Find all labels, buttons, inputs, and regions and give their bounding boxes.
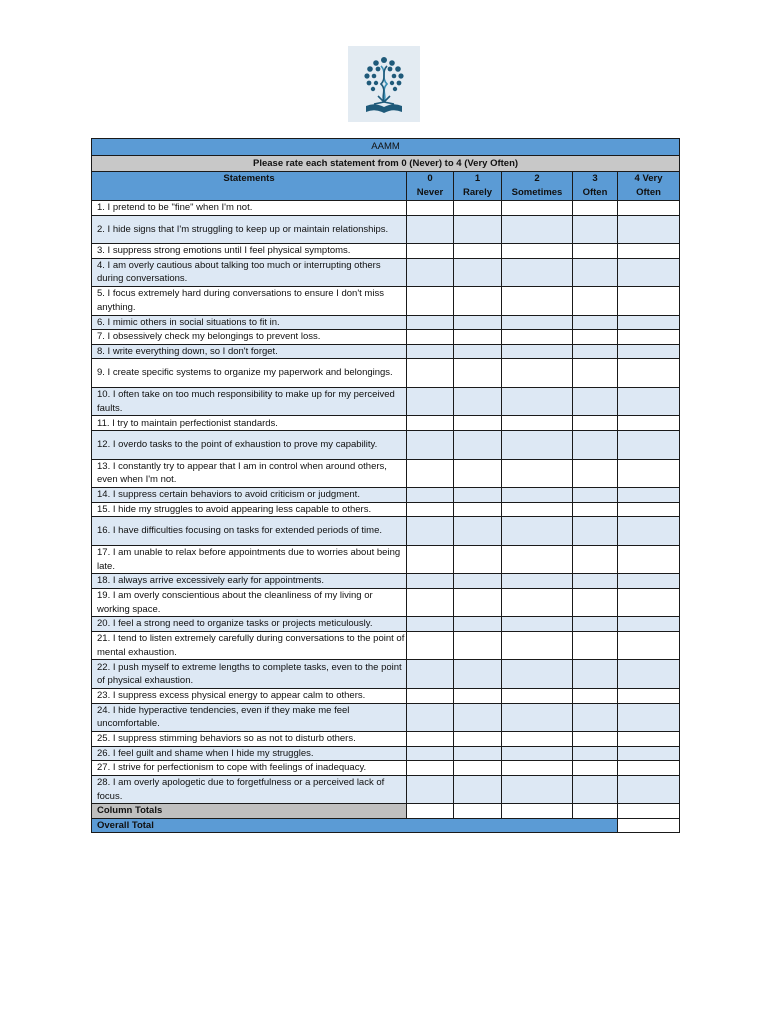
rating-cell-sometimes[interactable] <box>502 258 573 287</box>
rating-cell-often[interactable] <box>573 201 618 216</box>
statement-text: 24. I hide hyperactive tendencies, even if they make me feel uncomfortable. <box>92 703 407 732</box>
table-row <box>92 459 680 488</box>
rating-cell-often[interactable] <box>573 431 618 460</box>
statement-text: 8. I write everything down, so I don't forget. <box>92 344 407 359</box>
rating-cell-never[interactable] <box>407 517 454 546</box>
rating-cell-sometimes[interactable] <box>502 631 573 660</box>
rating-cell-often[interactable] <box>573 775 618 804</box>
rating-cell-sometimes[interactable] <box>502 588 573 617</box>
rating-cell-rarely[interactable] <box>454 244 502 259</box>
rating-cell-sometimes[interactable] <box>502 775 573 804</box>
rating-cell-sometimes[interactable] <box>502 244 573 259</box>
column-total-sometimes[interactable] <box>502 804 573 819</box>
rating-cell-rarely[interactable] <box>454 416 502 431</box>
rating-cell-very-often[interactable] <box>618 588 680 617</box>
rating-cell-very-often[interactable] <box>618 287 680 316</box>
table-row <box>92 588 680 617</box>
table-row <box>92 244 680 259</box>
rating-cell-very-often[interactable] <box>618 459 680 488</box>
tree-book-dna-logo-icon <box>348 46 420 122</box>
table-row <box>92 344 680 359</box>
statement-text: 19. I am overly conscientious about the cleanliness of my living or working space. <box>92 588 407 617</box>
column-total-very-often[interactable] <box>618 804 680 819</box>
rating-cell-never[interactable] <box>407 761 454 776</box>
table-row <box>92 517 680 546</box>
rating-cell-very-often[interactable] <box>618 617 680 632</box>
overall-total-row <box>92 818 680 833</box>
rating-cell-never[interactable] <box>407 660 454 689</box>
rating-cell-very-often[interactable] <box>618 258 680 287</box>
rating-cell-sometimes[interactable] <box>502 387 573 416</box>
rating-cell-never[interactable] <box>407 416 454 431</box>
rating-cell-very-often[interactable] <box>618 732 680 747</box>
rating-cell-often[interactable] <box>573 359 618 388</box>
table-row <box>92 688 680 703</box>
rating-cell-sometimes[interactable] <box>502 517 573 546</box>
rating-cell-rarely[interactable] <box>454 459 502 488</box>
statement-text: 5. I focus extremely hard during conversations to ensure I don't miss anything. <box>92 287 407 316</box>
rating-table <box>91 138 680 833</box>
rating-cell-never[interactable] <box>407 459 454 488</box>
overall-total-label: Overall Total <box>92 818 618 833</box>
statement-text: 27. I strive for perfectionism to cope with feelings of inadequacy. <box>92 761 407 776</box>
rating-cell-never[interactable] <box>407 215 454 244</box>
rating-cell-rarely[interactable] <box>454 330 502 345</box>
rating-cell-rarely[interactable] <box>454 387 502 416</box>
rating-cell-often[interactable] <box>573 517 618 546</box>
rating-cell-rarely[interactable] <box>454 703 502 732</box>
instruction-text: Please rate each statement from 0 (Never) to 4 (Very Often) <box>92 156 680 172</box>
table-row <box>92 502 680 517</box>
rating-cell-sometimes[interactable] <box>502 574 573 589</box>
rating-cell-sometimes[interactable] <box>502 287 573 316</box>
rating-cell-never[interactable] <box>407 244 454 259</box>
column-total-rarely[interactable] <box>454 804 502 819</box>
header-sometimes: 2 Sometimes <box>502 172 573 201</box>
rating-cell-often[interactable] <box>573 761 618 776</box>
rating-cell-very-often[interactable] <box>618 315 680 330</box>
table-row <box>92 287 680 316</box>
rating-cell-never[interactable] <box>407 201 454 216</box>
rating-cell-very-often[interactable] <box>618 330 680 345</box>
table-row <box>92 775 680 804</box>
header-never: 0 Never <box>407 172 454 201</box>
rating-cell-never[interactable] <box>407 588 454 617</box>
rating-cell-often[interactable] <box>573 330 618 345</box>
rating-cell-rarely[interactable] <box>454 431 502 460</box>
table-row <box>92 746 680 761</box>
column-total-often[interactable] <box>573 804 618 819</box>
table-row <box>92 330 680 345</box>
rating-cell-very-often[interactable] <box>618 703 680 732</box>
statement-text: 21. I tend to listen extremely carefully during conversations to the point of mental exhaustion. <box>92 631 407 660</box>
rating-cell-rarely[interactable] <box>454 660 502 689</box>
rating-cell-rarely[interactable] <box>454 688 502 703</box>
rating-cell-never[interactable] <box>407 502 454 517</box>
rating-cell-rarely[interactable] <box>454 631 502 660</box>
rating-cell-often[interactable] <box>573 344 618 359</box>
rating-cell-very-often[interactable] <box>618 344 680 359</box>
rating-cell-rarely[interactable] <box>454 617 502 632</box>
rating-cell-sometimes[interactable] <box>502 416 573 431</box>
rating-cell-sometimes[interactable] <box>502 431 573 460</box>
rating-cell-often[interactable] <box>573 617 618 632</box>
rating-cell-never[interactable] <box>407 387 454 416</box>
table-row <box>92 703 680 732</box>
table-row <box>92 761 680 776</box>
rating-cell-often[interactable] <box>573 574 618 589</box>
rating-cell-rarely[interactable] <box>454 315 502 330</box>
statement-text: 25. I suppress stimming behaviors so as not to disturb others. <box>92 732 407 747</box>
rating-cell-very-often[interactable] <box>618 688 680 703</box>
rating-cell-often[interactable] <box>573 502 618 517</box>
rating-cell-sometimes[interactable] <box>502 359 573 388</box>
overall-total-cell[interactable] <box>618 818 680 833</box>
rating-cell-sometimes[interactable] <box>502 703 573 732</box>
table-row <box>92 732 680 747</box>
rating-cell-sometimes[interactable] <box>502 746 573 761</box>
rating-cell-rarely[interactable] <box>454 215 502 244</box>
rating-cell-very-often[interactable] <box>618 517 680 546</box>
rating-cell-often[interactable] <box>573 459 618 488</box>
rating-cell-often[interactable] <box>573 732 618 747</box>
rating-cell-sometimes[interactable] <box>502 545 573 574</box>
table-row <box>92 617 680 632</box>
table-row <box>92 660 680 689</box>
rating-cell-sometimes[interactable] <box>502 660 573 689</box>
rating-cell-very-often[interactable] <box>618 746 680 761</box>
rating-cell-sometimes[interactable] <box>502 732 573 747</box>
rating-cell-sometimes[interactable] <box>502 488 573 503</box>
rating-cell-often[interactable] <box>573 258 618 287</box>
rating-cell-very-often[interactable] <box>618 761 680 776</box>
rating-cell-rarely[interactable] <box>454 761 502 776</box>
rating-cell-often[interactable] <box>573 746 618 761</box>
rating-cell-very-often[interactable] <box>618 502 680 517</box>
table-row <box>92 215 680 244</box>
rating-cell-very-often[interactable] <box>618 387 680 416</box>
table-row <box>92 258 680 287</box>
rating-cell-often[interactable] <box>573 215 618 244</box>
rating-cell-rarely[interactable] <box>454 201 502 216</box>
statement-text: 11. I try to maintain perfectionist standards. <box>92 416 407 431</box>
rating-cell-often[interactable] <box>573 416 618 431</box>
statement-text: 13. I constantly try to appear that I am in control when around others, even when I'm not. <box>92 459 407 488</box>
table-row <box>92 431 680 460</box>
statement-text: 10. I often take on too much responsibility to make up for my perceived faults. <box>92 387 407 416</box>
rating-cell-never[interactable] <box>407 775 454 804</box>
statement-text: 22. I push myself to extreme lengths to complete tasks, even to the point of physical exhaustion. <box>92 660 407 689</box>
rating-cell-very-often[interactable] <box>618 215 680 244</box>
table-row <box>92 574 680 589</box>
rating-cell-never[interactable] <box>407 703 454 732</box>
rating-cell-never[interactable] <box>407 732 454 747</box>
rating-cell-sometimes[interactable] <box>502 617 573 632</box>
rating-cell-often[interactable] <box>573 315 618 330</box>
rating-cell-very-often[interactable] <box>618 660 680 689</box>
logo <box>348 46 420 122</box>
rating-cell-never[interactable] <box>407 488 454 503</box>
rating-cell-very-often[interactable] <box>618 244 680 259</box>
rating-cell-rarely[interactable] <box>454 775 502 804</box>
rating-cell-sometimes[interactable] <box>502 761 573 776</box>
rating-cell-often[interactable] <box>573 703 618 732</box>
rating-cell-rarely[interactable] <box>454 502 502 517</box>
rating-cell-often[interactable] <box>573 588 618 617</box>
table-row <box>92 416 680 431</box>
statement-text: 14. I suppress certain behaviors to avoid criticism or judgment. <box>92 488 407 503</box>
rating-cell-never[interactable] <box>407 617 454 632</box>
rating-cell-never[interactable] <box>407 330 454 345</box>
rating-cell-never[interactable] <box>407 344 454 359</box>
statement-text: 12. I overdo tasks to the point of exhaustion to prove my capability. <box>92 431 407 460</box>
rating-cell-sometimes[interactable] <box>502 344 573 359</box>
rating-cell-rarely[interactable] <box>454 258 502 287</box>
header-statements: Statements <box>92 172 407 201</box>
rating-cell-never[interactable] <box>407 545 454 574</box>
rating-cell-sometimes[interactable] <box>502 502 573 517</box>
rating-cell-never[interactable] <box>407 688 454 703</box>
rating-cell-rarely[interactable] <box>454 746 502 761</box>
table-row <box>92 315 680 330</box>
rating-cell-very-often[interactable] <box>618 201 680 216</box>
rating-cell-rarely[interactable] <box>454 574 502 589</box>
rating-cell-often[interactable] <box>573 287 618 316</box>
rating-cell-often[interactable] <box>573 387 618 416</box>
statement-text: 9. I create specific systems to organize my paperwork and belongings. <box>92 359 407 388</box>
rating-cell-sometimes[interactable] <box>502 330 573 345</box>
rating-cell-very-often[interactable] <box>618 416 680 431</box>
rating-cell-sometimes[interactable] <box>502 315 573 330</box>
table-row <box>92 387 680 416</box>
rating-cell-rarely[interactable] <box>454 287 502 316</box>
statement-text: 3. I suppress strong emotions until I feel physical symptoms. <box>92 244 407 259</box>
rating-cell-often[interactable] <box>573 488 618 503</box>
statement-text: 6. I mimic others in social situations to fit in. <box>92 315 407 330</box>
table-row <box>92 201 680 216</box>
rating-cell-never[interactable] <box>407 746 454 761</box>
statement-text: 26. I feel guilt and shame when I hide my struggles. <box>92 746 407 761</box>
rating-cell-very-often[interactable] <box>618 775 680 804</box>
rating-cell-sometimes[interactable] <box>502 459 573 488</box>
statement-text: 1. I pretend to be "fine" when I'm not. <box>92 201 407 216</box>
rating-cell-often[interactable] <box>573 660 618 689</box>
column-totals-row <box>92 804 680 819</box>
rating-cell-very-often[interactable] <box>618 631 680 660</box>
rating-cell-never[interactable] <box>407 431 454 460</box>
rating-cell-never[interactable] <box>407 359 454 388</box>
rating-cell-sometimes[interactable] <box>502 201 573 216</box>
rating-cell-sometimes[interactable] <box>502 215 573 244</box>
rating-cell-rarely[interactable] <box>454 488 502 503</box>
statement-text: 4. I am overly cautious about talking too much or interrupting others during conversations. <box>92 258 407 287</box>
form-title: AAMM <box>92 139 680 156</box>
statement-text: 20. I feel a strong need to organize tasks or projects meticulously. <box>92 617 407 632</box>
rating-cell-often[interactable] <box>573 244 618 259</box>
column-totals-label: Column Totals <box>92 804 407 819</box>
column-header-row <box>92 172 680 201</box>
header-rarely: 1 Rarely <box>454 172 502 201</box>
rating-cell-never[interactable] <box>407 631 454 660</box>
statement-text: 15. I hide my struggles to avoid appearing less capable to others. <box>92 502 407 517</box>
rating-cell-very-often[interactable] <box>618 574 680 589</box>
column-total-never[interactable] <box>407 804 454 819</box>
header-very-often: 4 Very Often <box>618 172 680 201</box>
table-row <box>92 545 680 574</box>
statement-text: 2. I hide signs that I'm struggling to keep up or maintain relationships. <box>92 215 407 244</box>
rating-cell-very-often[interactable] <box>618 431 680 460</box>
rating-cell-very-often[interactable] <box>618 545 680 574</box>
table-row <box>92 488 680 503</box>
rating-cell-never[interactable] <box>407 287 454 316</box>
rating-cell-often[interactable] <box>573 688 618 703</box>
rating-cell-never[interactable] <box>407 574 454 589</box>
statement-text: 16. I have difficulties focusing on tasks for extended periods of time. <box>92 517 407 546</box>
statement-text: 7. I obsessively check my belongings to prevent loss. <box>92 330 407 345</box>
table-row <box>92 631 680 660</box>
rating-cell-very-often[interactable] <box>618 359 680 388</box>
rating-cell-rarely[interactable] <box>454 732 502 747</box>
statement-text: 28. I am overly apologetic due to forgetfulness or a perceived lack of focus. <box>92 775 407 804</box>
statement-text: 17. I am unable to relax before appointments due to worries about being late. <box>92 545 407 574</box>
rating-cell-never[interactable] <box>407 258 454 287</box>
rating-cell-rarely[interactable] <box>454 517 502 546</box>
rating-cell-rarely[interactable] <box>454 545 502 574</box>
rating-cell-rarely[interactable] <box>454 588 502 617</box>
rating-cell-rarely[interactable] <box>454 359 502 388</box>
statement-text: 23. I suppress excess physical energy to appear calm to others. <box>92 688 407 703</box>
rating-cell-often[interactable] <box>573 631 618 660</box>
header-often: 3 Often <box>573 172 618 201</box>
rating-cell-often[interactable] <box>573 545 618 574</box>
rating-cell-rarely[interactable] <box>454 344 502 359</box>
rating-cell-very-often[interactable] <box>618 488 680 503</box>
rating-cell-sometimes[interactable] <box>502 688 573 703</box>
statement-text: 18. I always arrive excessively early for appointments. <box>92 574 407 589</box>
rating-cell-never[interactable] <box>407 315 454 330</box>
table-row <box>92 359 680 388</box>
